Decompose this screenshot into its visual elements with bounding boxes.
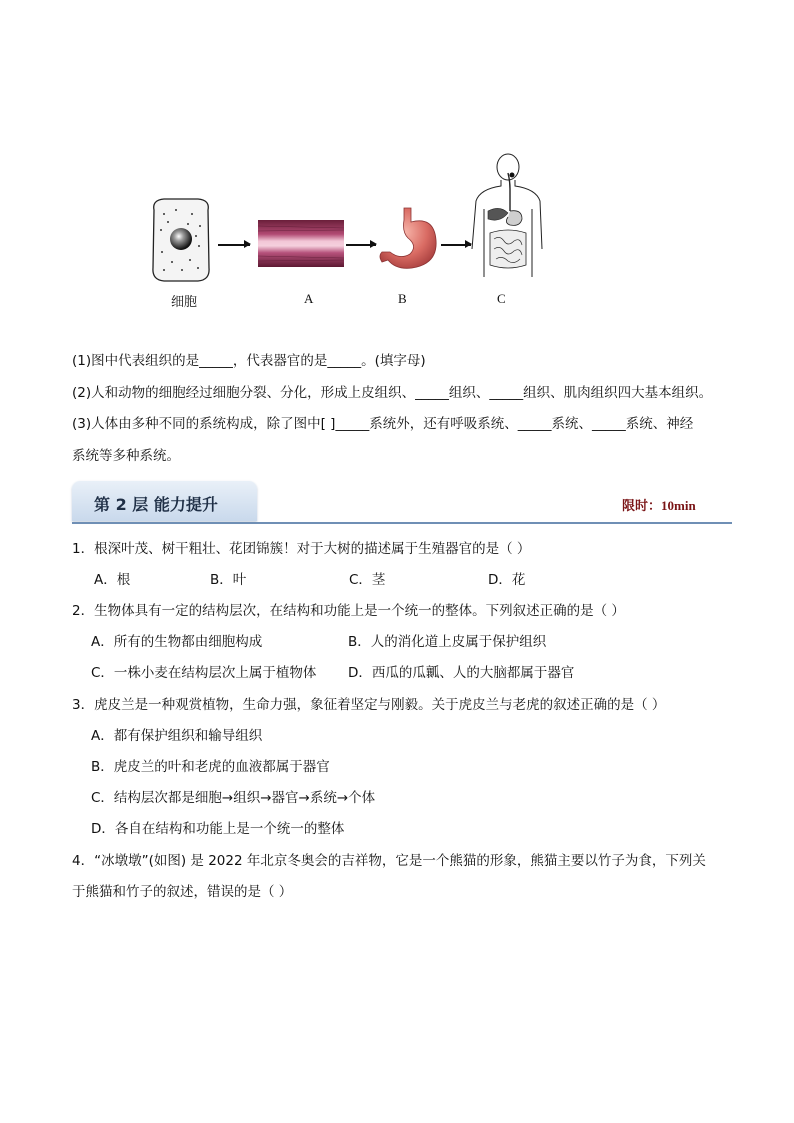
question-3-option-a: A．都有保护组织和输导组织 bbox=[91, 728, 263, 744]
question-2-option-c: C．一株小麦在结构层次上属于植物体 bbox=[91, 665, 317, 681]
cell-image bbox=[146, 196, 216, 284]
question-4-stem-line1: 4．“冰墩墩”(如图) 是 2022 年北京冬奥会的吉祥物，它是一个熊猫的形象，熊猫主要以竹子为食，下列关 bbox=[72, 853, 706, 869]
sub-question-3-line1: (3)人体由多种不同的系统构成，除了图中[ ]_____系统外，还有呼吸系统、_____系统、_____系统、神经 bbox=[72, 416, 694, 432]
caption-b: B bbox=[398, 291, 407, 306]
section-title: 第 2 层 能力提升 bbox=[94, 495, 218, 514]
digestive-system-image-c bbox=[470, 153, 544, 280]
caption-a: A bbox=[304, 291, 314, 306]
question-1-stem: 1．根深叶茂、树干粗壮、花团锦簇！对于大树的描述属于生殖器官的是（ ） bbox=[72, 541, 531, 557]
question-1-option-b: B．叶 bbox=[210, 572, 247, 588]
arrow-3 bbox=[441, 244, 471, 246]
question-4-stem-line2: 于熊猫和竹子的叙述，错误的是（ ） bbox=[72, 884, 293, 900]
question-1-option-d: D．花 bbox=[488, 572, 526, 588]
section-divider bbox=[72, 522, 732, 524]
caption-cell: 细胞 bbox=[171, 295, 198, 310]
question-2-option-d: D．西瓜的瓜瓤、人的大脑都属于器官 bbox=[348, 665, 575, 681]
time-limit-label: 限时： bbox=[622, 499, 662, 514]
question-2-stem: 2．生物体具有一定的结构层次，在结构和功能上是一个统一的整体。下列叙述正确的是（ ） bbox=[72, 603, 625, 619]
section-banner bbox=[72, 481, 257, 521]
time-limit bbox=[622, 495, 696, 514]
question-1-option-a: A．根 bbox=[94, 572, 131, 588]
question-3-option-c: C．结构层次都是细胞→组织→器官→系统→个体 bbox=[91, 790, 376, 806]
sub-question-1: (1)图中代表组织的是_____，代表器官的是_____。(填字母) bbox=[72, 353, 426, 369]
caption-c: C bbox=[497, 291, 506, 306]
question-3-option-d: D．各自在结构和功能上是一个统一的整体 bbox=[91, 821, 345, 837]
question-3-stem: 3．虎皮兰是一种观赏植物，生命力强，象征着坚定与刚毅。关于虎皮兰与老虎的叙述正确的是（ ） bbox=[72, 697, 666, 713]
arrow-2 bbox=[346, 244, 376, 246]
question-2-option-b: B．人的消化道上皮属于保护组织 bbox=[348, 634, 547, 650]
question-2-option-a: A．所有的生物都由细胞构成 bbox=[91, 634, 263, 650]
question-3-option-b: B．虎皮兰的叶和老虎的血液都属于器官 bbox=[91, 759, 330, 775]
tissue-image-a bbox=[258, 220, 344, 267]
time-limit-value: 10min bbox=[661, 498, 696, 513]
stomach-image-b bbox=[378, 206, 440, 274]
sub-question-3-line2: 系统等多种系统。 bbox=[72, 448, 180, 464]
arrow-1 bbox=[218, 244, 250, 246]
question-1-option-c: C．茎 bbox=[349, 572, 386, 588]
sub-question-2: (2)人和动物的细胞经过细胞分裂、分化，形成上皮组织、_____组织、_____组织、肌肉组织四大基本组织。 bbox=[72, 385, 713, 401]
